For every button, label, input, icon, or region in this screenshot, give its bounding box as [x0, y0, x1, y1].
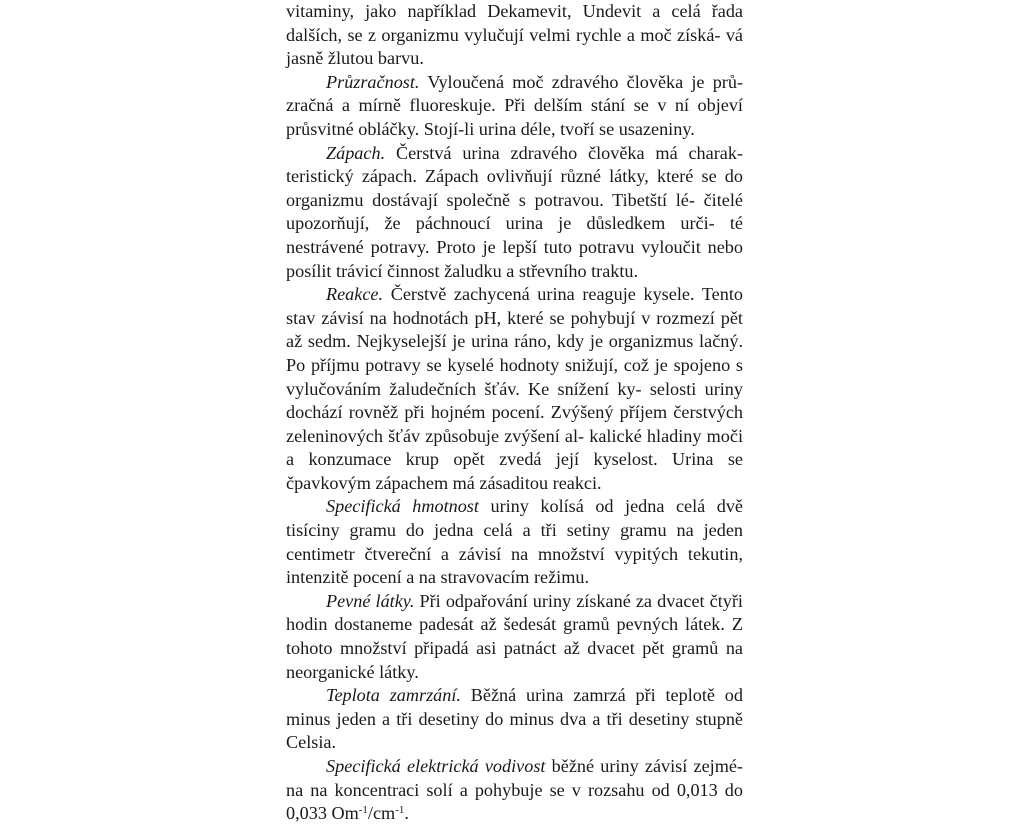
paragraph-text: Čerstvá urina zdravého člověka má charak- teristický zápach. Zápach ovlivňují různé látky, které se do organizmu dostávají společně s potravou. Tibetští lé- čitelé upozorňují, že páchnoucí urina je důsledkem urči- té nestrávené potravy. Proto je lepší tuto potravu vyloučit nebo posílit trávicí činnost žaludku a střevního traktu.	[286, 142, 743, 281]
paragraph-pevne-latky	[286, 590, 743, 684]
term-heading: Zápach.	[326, 142, 386, 163]
superscript: -1	[395, 804, 405, 817]
term-heading: Teplota zamrzání.	[326, 685, 461, 706]
paragraph-text: Při odpařování uriny získané za dvacet čtyři hodin dostaneme padesát až šedesát gramů pevných látek. Z tohoto množství připadá asi patnáct až dvacet pět gramů na neorganické látky.	[286, 590, 743, 682]
paragraph-reakce	[286, 283, 743, 495]
term-heading: Pevné látky.	[326, 590, 415, 611]
term-heading: Specifická hmotnost	[326, 496, 479, 517]
paragraph-zapach	[286, 142, 743, 284]
paragraph-teplota-zamrzani	[286, 684, 743, 755]
term-heading: Průzračnost.	[326, 71, 420, 92]
paragraph-text: Čerstvě zachycená urina reaguje kysele. Tento stav závisí na hodnotách pH, které se pohybují v rozmezí pět až sedm. Nejkyselejší je urina ráno, kdy je organizmus lačný. Po příjmu potravy se kyselé hodnoty snižují, což je spojeno s vylučováním žaludečních šťáv. Ke snížení ky- selosti uriny dochází rovněž při hojném pocení. Zvýšený příjem čerstvých zeleninových šťáv způsobuje zvýšení al- kalické hladiny moči a konzumace krup opět zvedá její kyselost. Urina se čpavkovým zápachem má zásaditou reakci.	[286, 284, 743, 493]
paragraph-text: běžné uriny závisí zejmé- na na koncentraci solí a pohybuje se v rozsahu od 0,013 do 0,033 Om	[286, 756, 743, 824]
unit-text: /cm	[367, 803, 396, 824]
superscript: -1	[358, 804, 368, 817]
paragraph-text: Vyloučená moč zdravého člověka je prů- zračná a mírně fluoreskuje. Při delším stání se v ní objeví průsvitné obláčky. Stojí-li urina déle, tvoří se usazeniny.	[286, 71, 743, 139]
term-heading: Reakce.	[326, 284, 384, 305]
paragraph-elektricka-vodivost	[286, 755, 743, 826]
paragraph-text: uriny kolísá od jedna celá dvě tisíciny gramu do jedna celá a tři setiny gramu na jeden centimetr čtvereční a závisí na množství vypitých tekutin, intenzitě pocení a na stravovacím režimu.	[286, 496, 743, 588]
term-heading: Specifická elektrická vodivost	[326, 756, 546, 776]
paragraph-vitaminy	[286, 0, 743, 71]
paragraph-end: .	[404, 803, 409, 824]
paragraph-text: vitaminy, jako například Dekamevit, Undevit a celá řada dalších, se z organizmu vylučují velmi rychle a moč získá- vá jasně žlutou barvu.	[286, 1, 743, 69]
paragraph-pruzracnost	[286, 71, 743, 142]
paragraph-specificka-hmotnost	[286, 495, 743, 589]
document-page	[286, 0, 743, 824]
paragraph-text: Běžná urina zamrzá při teplotě od minus jeden a tři desetiny do minus dva a tři desetiny stupně Celsia.	[286, 685, 743, 753]
